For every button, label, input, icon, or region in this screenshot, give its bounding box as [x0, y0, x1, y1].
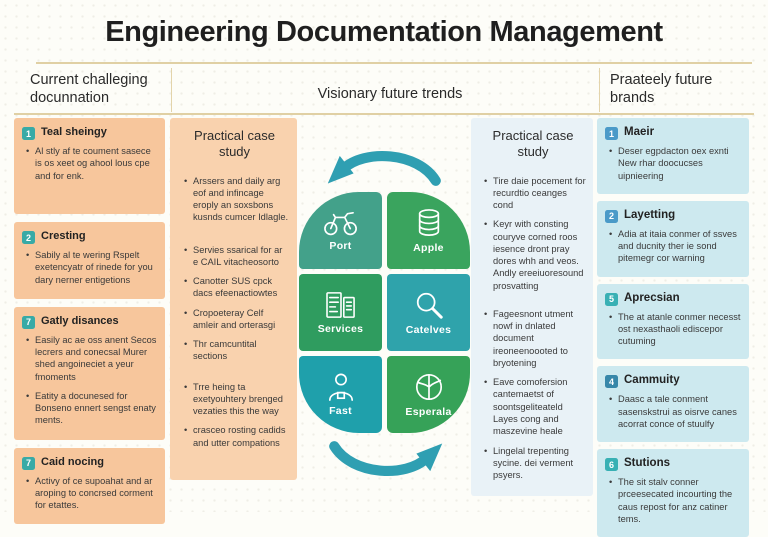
cycle-diagram [299, 142, 471, 485]
bicycle-icon [321, 210, 361, 236]
number-badge: 1 [22, 127, 35, 140]
challenge-bullet: • Al stly af te coument sasece is os xeet og ahool lous cpe and for enk. [26, 145, 158, 182]
curved-arrow-left-icon [300, 142, 470, 190]
challenge-bullet: • Sabily al te wering Rspelt exetencyatr of rinede for you dary nerner entigetions [26, 249, 158, 286]
future-card [597, 449, 749, 537]
challenge-title: Caid nocing [41, 455, 104, 468]
challenge-title: Teal sheingy [41, 126, 107, 138]
future-bullet: • The at atanle conmer necesst ost nexasthaoli ediscepor cutuming [609, 311, 742, 348]
future-card [597, 366, 749, 442]
future-title: Layetting [624, 208, 676, 221]
future-bullet: • The sit stalv conner prceesecated incourting the caus repost for anz catiner tems. [609, 476, 742, 525]
column-header-left: Current challeging docunnation [30, 72, 148, 107]
challenges-column [14, 118, 165, 524]
number-badge: 1 [605, 127, 618, 140]
future-title: Stutions [624, 457, 670, 470]
diagram-tile-port [299, 192, 382, 269]
case-study-right-panel [471, 118, 593, 496]
challenge-title: Cresting [41, 230, 86, 242]
number-badge: 4 [605, 375, 618, 388]
future-title: Maeir [624, 126, 655, 138]
case-study-bullet: • Tire daie pocement for recurdtio ceanges cond [484, 175, 586, 212]
challenge-bullet: • Activy of ce supoahat and ar aroping to concrsed corment for etattes. [26, 475, 158, 512]
case-study-bullet: • Thr camcuntital sections [184, 338, 289, 363]
future-bullet: • Deser egpdacton oex exnti New rhar doocucses uipnieering [609, 145, 742, 182]
page-title: Engineering Documentation Management [105, 16, 663, 48]
diagram-tile-grid [299, 192, 471, 433]
column-header-center: Visionary future trends [317, 86, 463, 102]
header-bottom-divider [14, 113, 754, 115]
tile-label: Catelves [405, 323, 452, 336]
case-study-bullet: • Keyr with consting couryve corned roos iesence dront pray dores whh and veos. Andly ereeiuoresound prosvatting [484, 218, 586, 292]
tile-label: Port [329, 239, 352, 252]
number-badge: 7 [22, 316, 35, 329]
top-divider [36, 62, 752, 64]
header-separator-2 [599, 68, 600, 112]
case-study-bullet: • Eave comofersion cantemaetst of soontsgeliteateld Layes cong and maszevine heale [484, 376, 586, 437]
case-study-bullet: • Lingelal trepenting sycine. dei verment psyers. [484, 445, 586, 482]
person-icon [325, 373, 357, 401]
future-title: Aprecsian [624, 291, 680, 304]
case-study-bullet: • Trre heing ta exetyouhtery brenged vezaties this the way [184, 381, 289, 418]
future-column [597, 118, 749, 537]
tile-label: Esperala [405, 405, 452, 418]
number-badge: 2 [605, 210, 618, 223]
header-separator-1 [171, 68, 172, 112]
diagram-tile-apple [387, 192, 470, 269]
challenge-bullet: • Easily ac ae oss anent Secos lecrers and conecsal Murer shed angoineciet a yeur fmoments [26, 334, 158, 383]
case-study-bullet: • crasceo rosting cadids and utter compations [184, 424, 289, 449]
curved-arrow-right-icon [300, 437, 470, 485]
future-title: Cammuity [624, 374, 680, 387]
future-bullet: • Adia at itaia conmer of ssves and ducnity ther ie sond pitemegr cor warning [609, 228, 742, 265]
number-badge: 5 [605, 293, 618, 306]
case-study-title: Practical case study [492, 128, 574, 160]
diagram-tile-fast [299, 356, 382, 433]
cycle-arrow-top [299, 142, 471, 190]
case-study-bullet: • Cropoeteray Celf amleir and orterasgi [184, 307, 289, 332]
challenge-card [14, 448, 165, 525]
number-badge: 7 [22, 457, 35, 470]
case-study-left-panel [170, 118, 297, 480]
globe-icon [414, 372, 444, 402]
database-icon [415, 208, 443, 238]
cycle-arrow-bottom [299, 437, 471, 485]
column-header-right: Praateely future brands [610, 72, 713, 107]
challenge-card [14, 222, 165, 299]
case-study-bullet: • Fageesnont utment nowf in dnlated document ireoneenoooted to bryotening [484, 308, 586, 369]
tile-label: Services [317, 322, 364, 335]
challenge-card [14, 118, 165, 214]
number-badge: 2 [22, 231, 35, 244]
documents-icon [325, 291, 357, 319]
challenge-card [14, 307, 165, 440]
case-study-title: Practical case study [194, 128, 275, 160]
tile-label: Fast [329, 404, 352, 417]
future-card [597, 201, 749, 277]
challenge-bullet: • Eatity a docunesed for Bonseno ennert sengst enaty ments. [26, 390, 158, 427]
case-study-bullet: • Canotter SUS cpck dacs efeenactiowtes [184, 275, 289, 300]
case-study-bullet: • Servies ssarical for ar e CAIL vitacheosorto [184, 244, 289, 269]
diagram-tile-catelves [387, 274, 470, 351]
case-study-bullet: • Arssers and daily arg eof and infincage eroply an soxsbons kusnds cumcer Idlagle. [184, 175, 289, 224]
diagram-tile-esperala [387, 356, 470, 433]
future-card [597, 118, 749, 194]
future-bullet: • Daasc a tale conment sasenskstrui as oisrve canes acorrat conce of stuulfy [609, 393, 742, 430]
future-card [597, 284, 749, 360]
diagram-tile-services [299, 274, 382, 351]
challenge-title: Gatly disances [41, 314, 119, 327]
number-badge: 6 [605, 458, 618, 471]
tile-label: Apple [413, 241, 444, 254]
magnifier-icon [414, 290, 444, 320]
